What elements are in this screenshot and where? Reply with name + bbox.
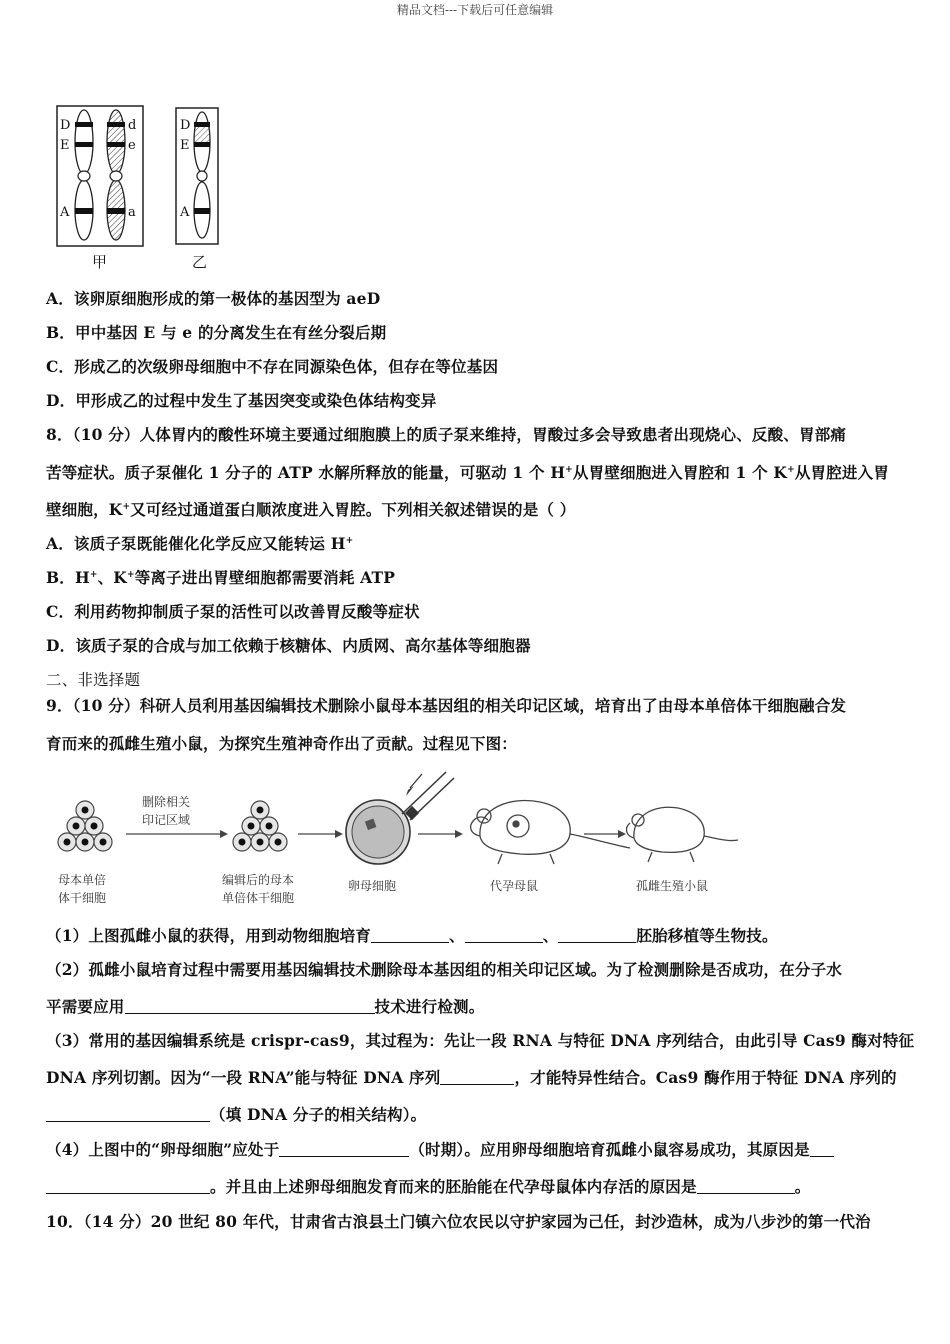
gene-label: d bbox=[128, 118, 137, 133]
figure-caption: 卵母细胞 bbox=[348, 879, 397, 893]
answer-blank[interactable] bbox=[558, 927, 636, 944]
answer-blank[interactable] bbox=[46, 1106, 210, 1123]
answer-blank[interactable] bbox=[125, 998, 375, 1015]
q7-option-a: A．该卵原细胞形成的第一极体的基因型为 aeD bbox=[46, 289, 381, 308]
answer-blank[interactable] bbox=[697, 1178, 795, 1195]
q8-option-d: D．该质子泵的合成与加工依赖于核糖体、内质网、高尔基体等细胞器 bbox=[46, 636, 531, 655]
q7-option-d: D．甲形成乙的过程中发生了基因突变或染色体结构变异 bbox=[46, 391, 437, 410]
q8-stem-line2: 苦等症状。质子泵催化 1 分子的 ATP 水解所释放的能量，可驱动 1 个 H+从胃壁细胞进入胃腔和 1 个 K+从胃腔进入胃 bbox=[46, 463, 890, 482]
arrow-label: 删除相关 bbox=[142, 795, 191, 809]
oocyte-icon bbox=[346, 772, 454, 864]
q10-stem-line1: 10．（14 分）20 世纪 80 年代，甘肃省古浪县土门镇六位农民以守护家园为己任，封沙造林，成为八步沙的第一代治 bbox=[46, 1212, 871, 1231]
gene-label: E bbox=[180, 138, 190, 153]
q8-option-a: A．该质子泵既能催化化学反应又能转运 H+ bbox=[46, 534, 354, 553]
q9-part-4-line1: （4）上图中的“卵母细胞”应处于 （时期）。应用卵母细胞培育孤雌小鼠容易成功，其原因是 bbox=[46, 1138, 834, 1160]
surrogate-mouse-icon bbox=[471, 800, 630, 864]
answer-blank[interactable] bbox=[46, 1178, 210, 1195]
q9-part-3-line1: （3）常用的基因编辑系统是 crispr-cas9，其过程为：先让一段 RNA 与特征 DNA 序列结合，由此引导 Cas9 酶对特征 bbox=[46, 1031, 915, 1050]
q9-part-3-line3: （填 DNA 分子的相关结构）。 bbox=[46, 1103, 426, 1125]
figure-caption: 代孕母鼠 bbox=[490, 879, 539, 893]
answer-blank[interactable] bbox=[279, 1141, 409, 1158]
q9-part-2-line2: 平需要应用 技术进行检测。 bbox=[46, 997, 485, 1016]
arrow-label: 印记区域 bbox=[142, 813, 191, 827]
parthenogenesis-process-figure bbox=[50, 768, 740, 908]
answer-blank[interactable] bbox=[465, 927, 543, 944]
gene-label: a bbox=[128, 205, 136, 220]
q8-option-c: C．利用药物抑制质子泵的活性可以改善胃反酸等症状 bbox=[46, 602, 420, 621]
gene-label: D bbox=[60, 118, 71, 133]
parthenogenetic-mouse-icon bbox=[627, 807, 738, 862]
gene-label: D bbox=[180, 118, 191, 133]
q9-stem-line2: 育而来的孤雌生殖小鼠，为探究生殖神奇作出了贡献。过程见下图： bbox=[46, 734, 518, 753]
q7-option-c: C．形成乙的次级卵母细胞中不存在同源染色体，但存在等位基因 bbox=[46, 357, 499, 376]
q8-option-b: B．H+、K+等离子进出胃壁细胞都需要消耗 ATP bbox=[46, 568, 396, 587]
gene-label: e bbox=[128, 138, 136, 153]
q9-part-2-line1: （2）孤雌小鼠培育过程中需要用基因编辑技术删除母本基因组的相关印记区域。为了检测删除是否成功，在分子水 bbox=[46, 960, 842, 979]
gene-label: A bbox=[60, 205, 70, 220]
q9-part-3-line2: DNA 序列切割。因为“一段 RNA”能与特征 DNA 序列 ，才能特异性结合。Cas9 酶作用于特征 DNA 序列的 bbox=[46, 1068, 897, 1087]
chromosome-figure bbox=[52, 104, 227, 272]
figure-label-jia: 甲 bbox=[92, 253, 108, 271]
section-title: 二、非选择题 bbox=[46, 671, 141, 689]
q8-stem-line1: 8．（10 分）人体胃内的酸性环境主要通过细胞膜上的质子泵来维持，胃酸过多会导致患者出现烧心、反酸、胃部痛 bbox=[46, 425, 847, 444]
gene-label: A bbox=[180, 205, 190, 220]
q9-stem-line1: 9．（10 分）科研人员利用基因编辑技术删除小鼠母本基因组的相关印记区域，培育出了由母本单倍体干细胞融合发 bbox=[46, 696, 847, 715]
q9-part-1: （1）上图孤雌小鼠的获得，用到动物细胞培育 、 、 胚胎移植等生物技。 bbox=[46, 926, 778, 945]
figure-caption: 母本单倍 bbox=[58, 873, 107, 887]
answer-blank[interactable] bbox=[810, 1141, 834, 1158]
gene-label: E bbox=[60, 138, 70, 153]
answer-blank[interactable] bbox=[440, 1069, 514, 1086]
figure-label-yi: 乙 bbox=[192, 253, 208, 271]
figure-caption: 单倍体干细胞 bbox=[222, 891, 295, 905]
figure-caption: 编辑后的母本 bbox=[222, 873, 295, 887]
figure-caption: 孤雌生殖小鼠 bbox=[636, 879, 709, 893]
q9-part-4-line2: 。并且由上述卵母细胞发育而来的胚胎能在代孕母鼠体内存活的原因是 。 bbox=[46, 1175, 810, 1197]
page-header: 精品文档---下载后可任意编辑 bbox=[396, 3, 554, 17]
figure-caption: 体干细胞 bbox=[58, 891, 107, 905]
q7-option-b: B．甲中基因 E 与 e 的分离发生在有丝分裂后期 bbox=[46, 323, 387, 342]
answer-blank[interactable] bbox=[371, 927, 449, 944]
q8-stem-line3: 壁细胞，K+又可经过通道蛋白顺浓度进入胃腔。下列相关叙述错误的是（ ） bbox=[46, 500, 576, 519]
